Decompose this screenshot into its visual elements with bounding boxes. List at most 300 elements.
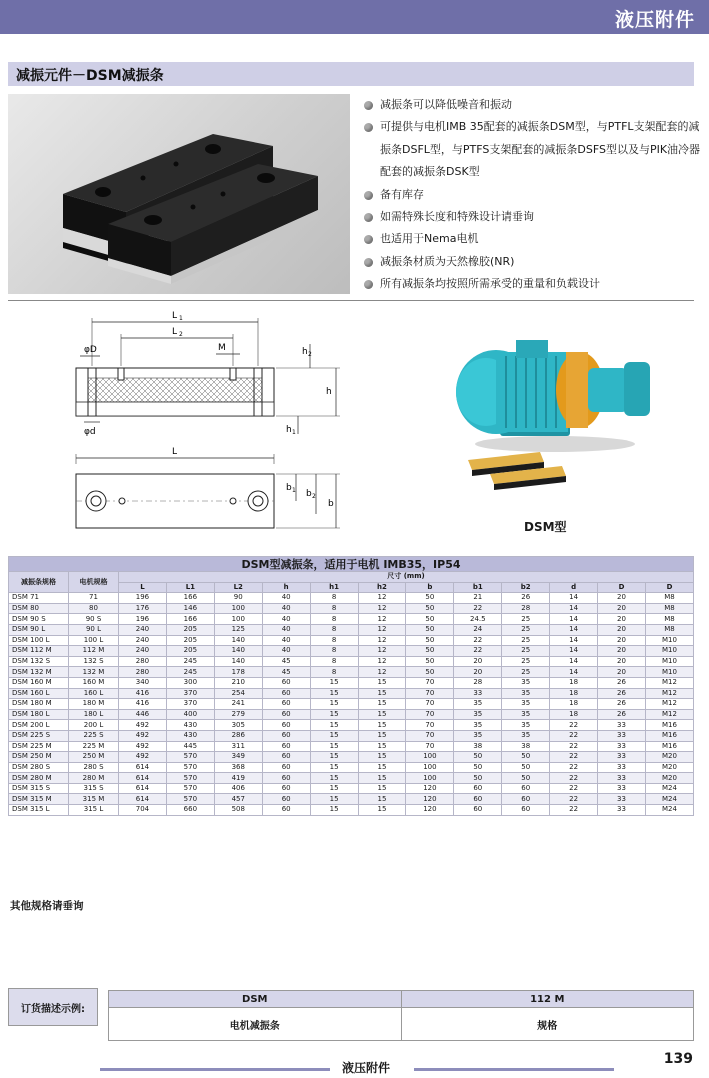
table-cell: 33 — [598, 720, 646, 731]
table-cell: 15 — [358, 773, 406, 784]
table-row — [9, 635, 694, 646]
table-cell: 15 — [358, 783, 406, 794]
table-cell: 240 — [119, 624, 167, 635]
table-cell: 60 — [262, 709, 310, 720]
table-cell: 166 — [166, 614, 214, 625]
table-cell: 210 — [214, 677, 262, 688]
table-cell: DSM 132 S — [9, 656, 69, 667]
table-cell: M12 — [645, 677, 693, 688]
table-cell: 50 — [406, 646, 454, 657]
svg-text:1: 1 — [292, 429, 296, 436]
table-cell: DSM 200 L — [9, 720, 69, 731]
table-row — [9, 805, 694, 816]
order-example-table — [108, 990, 694, 1041]
table-cell: M10 — [645, 646, 693, 657]
table-cell: 419 — [214, 773, 262, 784]
table-cell: 15 — [358, 677, 406, 688]
table-cell: 286 — [214, 730, 262, 741]
table-cell: 60 — [262, 730, 310, 741]
table-cell: 400 — [166, 709, 214, 720]
table-row — [9, 646, 694, 657]
order-code: DSM — [109, 991, 402, 1008]
table-cell: 22 — [550, 805, 598, 816]
table-cell: 15 — [310, 805, 358, 816]
note-text: 其他规格请垂询 — [10, 900, 84, 912]
table-cell: 15 — [310, 730, 358, 741]
table-cell: 33 — [598, 783, 646, 794]
table-cell: 60 — [262, 752, 310, 763]
table-cell: 50 — [406, 593, 454, 604]
table-cell: 60 — [262, 688, 310, 699]
bullet-icon — [364, 213, 373, 222]
table-cell: 8 — [310, 624, 358, 635]
table-cell: 33 — [598, 730, 646, 741]
bullet-icon — [364, 235, 373, 244]
table-cell: DSM 112 M — [9, 646, 69, 657]
table-cell: 60 — [502, 805, 550, 816]
table-cell: 614 — [119, 773, 167, 784]
table-cell: 492 — [119, 730, 167, 741]
table-cell: 614 — [119, 783, 167, 794]
table-cell: M24 — [645, 783, 693, 794]
table-cell: 315 M — [69, 794, 119, 805]
table-cell: DSM 225 S — [9, 730, 69, 741]
feature-list — [362, 94, 702, 296]
table-cell: 15 — [358, 762, 406, 773]
table-cell: 60 — [454, 783, 502, 794]
table-row — [9, 677, 694, 688]
table-cell: 26 — [598, 699, 646, 710]
table-cell: 15 — [358, 752, 406, 763]
table-cell: 370 — [166, 688, 214, 699]
table-row — [9, 762, 694, 773]
table-cell: 12 — [358, 624, 406, 635]
table-cell: 14 — [550, 624, 598, 635]
table-cell: 35 — [502, 699, 550, 710]
table-cell: 22 — [550, 752, 598, 763]
table-cell: 140 — [214, 656, 262, 667]
table-cell: 15 — [358, 709, 406, 720]
table-cell: 33 — [598, 741, 646, 752]
table-cell: DSM 280 S — [9, 762, 69, 773]
table-row — [9, 667, 694, 678]
table-cell: 340 — [119, 677, 167, 688]
table-cell: 570 — [166, 783, 214, 794]
dim-header-cell: b1 — [454, 582, 502, 593]
table-row — [9, 614, 694, 625]
table-cell: 446 — [119, 709, 167, 720]
table-cell: 60 — [262, 720, 310, 731]
table-cell: 492 — [119, 752, 167, 763]
table-cell: 33 — [598, 805, 646, 816]
table-row — [9, 752, 694, 763]
table-cell: M8 — [645, 614, 693, 625]
table-cell: 15 — [310, 773, 358, 784]
table-cell: 50 — [454, 773, 502, 784]
table-cell: 280 — [119, 656, 167, 667]
table-cell: 15 — [310, 762, 358, 773]
table-cell: 70 — [406, 699, 454, 710]
table-cell: 20 — [598, 667, 646, 678]
table-cell: 50 — [454, 762, 502, 773]
table-cell: 240 — [119, 646, 167, 657]
table-cell: 205 — [166, 646, 214, 657]
table-cell: 305 — [214, 720, 262, 731]
table-cell: M12 — [645, 699, 693, 710]
table-cell: 8 — [310, 614, 358, 625]
table-cell: 22 — [550, 730, 598, 741]
dim-header-cell: L2 — [214, 582, 262, 593]
table-cell: M16 — [645, 720, 693, 731]
dim-header-cell: h1 — [310, 582, 358, 593]
table-cell: 8 — [310, 667, 358, 678]
table-cell: 430 — [166, 730, 214, 741]
table-cell: 40 — [262, 603, 310, 614]
col-header-type: 减振条规格 — [9, 572, 69, 593]
table-cell: 166 — [166, 593, 214, 604]
header-title: 液压附件 — [614, 9, 695, 31]
table-cell: 40 — [262, 635, 310, 646]
table-cell: 60 — [262, 677, 310, 688]
table-cell: DSM 250 M — [9, 752, 69, 763]
table-cell: 205 — [166, 635, 214, 646]
table-cell: 15 — [310, 688, 358, 699]
table-cell: 18 — [550, 677, 598, 688]
table-cell: 45 — [262, 667, 310, 678]
table-cell: 8 — [310, 635, 358, 646]
dimension-drawing — [40, 304, 360, 544]
divider — [8, 300, 694, 301]
table-cell: 60 — [502, 794, 550, 805]
section-title: 减振元件－DSM减振条 — [16, 68, 164, 84]
col-header-dims: 尺寸 (mm) — [119, 572, 694, 583]
table-cell: 15 — [358, 741, 406, 752]
list-item: 所有减振条均按照所需承受的重量和负载设计 — [362, 273, 702, 295]
table-cell: 14 — [550, 635, 598, 646]
list-item: 也适用于Nema电机 — [362, 228, 702, 250]
table-cell: DSM 80 — [9, 603, 69, 614]
table-cell: DSM 132 M — [9, 667, 69, 678]
table-cell: 26 — [598, 677, 646, 688]
table-cell: 132 S — [69, 656, 119, 667]
table-cell: 60 — [262, 783, 310, 794]
table-cell: 280 S — [69, 762, 119, 773]
table-cell: 15 — [310, 794, 358, 805]
table-cell: 279 — [214, 709, 262, 720]
table-cell: 15 — [358, 688, 406, 699]
table-cell: M16 — [645, 730, 693, 741]
table-cell: 70 — [406, 688, 454, 699]
table-cell: 457 — [214, 794, 262, 805]
table-cell: 241 — [214, 699, 262, 710]
table-cell: 14 — [550, 667, 598, 678]
table-cell: 33 — [598, 762, 646, 773]
damping-strips-illustration — [8, 94, 350, 294]
table-cell: 12 — [358, 603, 406, 614]
dim-label-phid-big: φD — [84, 345, 97, 355]
dim-header-cell: D — [645, 582, 693, 593]
table-cell: 22 — [454, 635, 502, 646]
table-cell: 50 — [406, 614, 454, 625]
table-cell: 33 — [454, 688, 502, 699]
table-cell: 15 — [358, 720, 406, 731]
dim-header-cell: b2 — [502, 582, 550, 593]
header-bar — [0, 0, 709, 34]
table-cell: 492 — [119, 720, 167, 731]
svg-text:1: 1 — [292, 487, 296, 494]
table-cell: 160 L — [69, 688, 119, 699]
table-cell: 100 L — [69, 635, 119, 646]
table-cell: 40 — [262, 624, 310, 635]
table-cell: 60 — [262, 805, 310, 816]
table-cell: 200 L — [69, 720, 119, 731]
table-cell: DSM 90 L — [9, 624, 69, 635]
table-cell: M10 — [645, 635, 693, 646]
table-cell: 35 — [502, 709, 550, 720]
table-cell: 12 — [358, 656, 406, 667]
dim-header-cell: h2 — [358, 582, 406, 593]
table-cell: 25 — [502, 646, 550, 657]
dim-label-b: b — [328, 499, 334, 509]
table-cell: 15 — [310, 783, 358, 794]
table-cell: 176 — [119, 603, 167, 614]
dim-header-cell: d — [550, 582, 598, 593]
table-cell: 20 — [598, 614, 646, 625]
table-cell: 245 — [166, 667, 214, 678]
table-cell: 70 — [406, 741, 454, 752]
table-cell: 15 — [310, 709, 358, 720]
table-row — [9, 773, 694, 784]
table-cell: 35 — [502, 688, 550, 699]
table-row — [9, 709, 694, 720]
table-cell: 660 — [166, 805, 214, 816]
table-cell: 26 — [598, 709, 646, 720]
table-cell: 15 — [358, 699, 406, 710]
table-cell: 245 — [166, 656, 214, 667]
table-cell: DSM 100 L — [9, 635, 69, 646]
list-item: 如需特殊长度和特殊设计请垂询 — [362, 206, 702, 228]
table-cell: 180 L — [69, 709, 119, 720]
col-header-motor: 电机规格 — [69, 572, 119, 593]
table-cell: 22 — [454, 646, 502, 657]
table-cell: 12 — [358, 593, 406, 604]
table-cell: 35 — [502, 730, 550, 741]
dim-label-l2: L — [172, 327, 178, 337]
table-cell: 28 — [502, 603, 550, 614]
page-number: 139 — [663, 1051, 693, 1067]
table-row — [9, 688, 694, 699]
table-cell: 26 — [502, 593, 550, 604]
table-cell: 60 — [262, 699, 310, 710]
table-cell: 50 — [502, 773, 550, 784]
table-cell: 70 — [406, 709, 454, 720]
table-cell: 35 — [454, 709, 502, 720]
table-cell: 132 M — [69, 667, 119, 678]
dim-label-b1: b — [286, 483, 292, 493]
table-cell: 8 — [310, 603, 358, 614]
section-bar — [8, 62, 694, 86]
table-cell: 40 — [262, 593, 310, 604]
table-cell: 50 — [406, 624, 454, 635]
table-cell: 15 — [358, 805, 406, 816]
table-cell: 120 — [406, 805, 454, 816]
table-cell: M10 — [645, 656, 693, 667]
dim-label-m: M — [218, 343, 226, 353]
table-cell: DSM 315 L — [9, 805, 69, 816]
table-cell: M20 — [645, 762, 693, 773]
table-cell: M12 — [645, 709, 693, 720]
table-cell: 205 — [166, 624, 214, 635]
table-cell: 60 — [262, 794, 310, 805]
table-cell: 8 — [310, 656, 358, 667]
table-cell: 240 — [119, 635, 167, 646]
dim-header-cell: L1 — [166, 582, 214, 593]
svg-text:1: 1 — [179, 315, 183, 322]
table-cell: 22 — [550, 741, 598, 752]
table-cell: 70 — [406, 720, 454, 731]
product-photo — [8, 94, 350, 294]
table-cell: DSM 180 L — [9, 709, 69, 720]
table-cell: M8 — [645, 593, 693, 604]
table-cell: 445 — [166, 741, 214, 752]
table-cell: M8 — [645, 624, 693, 635]
table-cell: 315 L — [69, 805, 119, 816]
table-cell: 25 — [502, 614, 550, 625]
order-code: 112 M — [401, 991, 694, 1008]
table-cell: 18 — [550, 699, 598, 710]
table-cell: 18 — [550, 709, 598, 720]
table-cell: 40 — [262, 614, 310, 625]
table-cell: 15 — [358, 794, 406, 805]
list-item: 减振条可以降低噪音和振动 — [362, 94, 702, 116]
table-cell: 570 — [166, 794, 214, 805]
table-cell: 20 — [454, 667, 502, 678]
table-cell: 8 — [310, 593, 358, 604]
table-cell: 100 — [214, 603, 262, 614]
table-cell: DSM 315 S — [9, 783, 69, 794]
dim-label-h1: h — [286, 425, 292, 435]
table-cell: 508 — [214, 805, 262, 816]
table-cell: 60 — [262, 773, 310, 784]
table-cell: 33 — [598, 752, 646, 763]
table-cell: 570 — [166, 752, 214, 763]
table-row — [9, 730, 694, 741]
table-cell: 24.5 — [454, 614, 502, 625]
table-cell: 60 — [454, 794, 502, 805]
table-cell: 146 — [166, 603, 214, 614]
table-cell: 160 M — [69, 677, 119, 688]
table-cell: 25 — [502, 624, 550, 635]
table-cell: DSM 315 M — [9, 794, 69, 805]
table-cell: 14 — [550, 646, 598, 657]
table-cell: 20 — [598, 624, 646, 635]
table-cell: 24 — [454, 624, 502, 635]
table-cell: 14 — [550, 593, 598, 604]
table-cell: M16 — [645, 741, 693, 752]
table-cell: 33 — [598, 773, 646, 784]
table-cell: 35 — [454, 699, 502, 710]
table-cell: DSM 160 M — [9, 677, 69, 688]
table-cell: 311 — [214, 741, 262, 752]
list-item: 备有库存 — [362, 184, 702, 206]
order-description: 电机减振条 — [109, 1008, 402, 1041]
table-cell: 120 — [406, 783, 454, 794]
table-cell: 12 — [358, 646, 406, 657]
table-cell: 21 — [454, 593, 502, 604]
table-cell: 22 — [550, 762, 598, 773]
footer-line-right — [414, 1068, 614, 1071]
dim-header-cell: h — [262, 582, 310, 593]
table-cell: 140 — [214, 646, 262, 657]
figure-caption: DSM型 — [524, 520, 567, 534]
table-cell: 368 — [214, 762, 262, 773]
table-cell: M24 — [645, 794, 693, 805]
table-cell: 80 — [69, 603, 119, 614]
table-cell: 50 — [454, 752, 502, 763]
table-row — [9, 699, 694, 710]
table-cell: 140 — [214, 635, 262, 646]
table-row — [9, 720, 694, 731]
bullet-icon — [364, 123, 373, 132]
table-cell: 50 — [502, 752, 550, 763]
dim-header-cell: D — [598, 582, 646, 593]
table-caption: DSM型减振条，适用于电机 IMB35，IP54 — [9, 557, 694, 572]
table-cell: 22 — [454, 603, 502, 614]
table-cell: 50 — [502, 762, 550, 773]
table-cell: 14 — [550, 603, 598, 614]
table-cell: 430 — [166, 720, 214, 731]
table-cell: 71 — [69, 593, 119, 604]
list-item: 减振条材质为天然橡胶(NR) — [362, 251, 702, 273]
table-cell: 22 — [550, 783, 598, 794]
table-cell: 614 — [119, 762, 167, 773]
order-description: 规格 — [401, 1008, 694, 1041]
table-cell: 45 — [262, 656, 310, 667]
table-cell: 492 — [119, 741, 167, 752]
table-cell: 60 — [454, 805, 502, 816]
table-cell: 300 — [166, 677, 214, 688]
table-cell: 8 — [310, 646, 358, 657]
table-cell: 180 M — [69, 699, 119, 710]
bullet-icon — [364, 280, 373, 289]
table-cell: 416 — [119, 699, 167, 710]
table-cell: 90 — [214, 593, 262, 604]
table-cell: 100 — [214, 614, 262, 625]
table-cell: 704 — [119, 805, 167, 816]
table-cell: 100 — [406, 752, 454, 763]
table-cell: 35 — [502, 677, 550, 688]
table-cell: 70 — [406, 677, 454, 688]
table-cell: 349 — [214, 752, 262, 763]
table-cell: 125 — [214, 624, 262, 635]
table-row — [9, 783, 694, 794]
table-cell: 20 — [598, 603, 646, 614]
table-cell: 50 — [406, 667, 454, 678]
bullet-icon — [364, 258, 373, 267]
dim-label-phid-small: φd — [84, 427, 96, 437]
table-row — [9, 593, 694, 604]
list-item: 可提供与电机IMB 35配套的减振条DSM型，与PTFL支架配套的减振条DSFL型，与PTFS支架配套的减振条DSFS型以及与PIK油冷器配套的减振条DSK型 — [362, 116, 702, 183]
table-cell: 250 M — [69, 752, 119, 763]
table-row — [9, 603, 694, 614]
table-cell: 15 — [310, 677, 358, 688]
table-cell: DSM 160 L — [9, 688, 69, 699]
table-cell: 570 — [166, 773, 214, 784]
table-cell: 120 — [406, 794, 454, 805]
table-cell: DSM 180 M — [9, 699, 69, 710]
table-cell: M20 — [645, 752, 693, 763]
dim-header-cell: L — [119, 582, 167, 593]
